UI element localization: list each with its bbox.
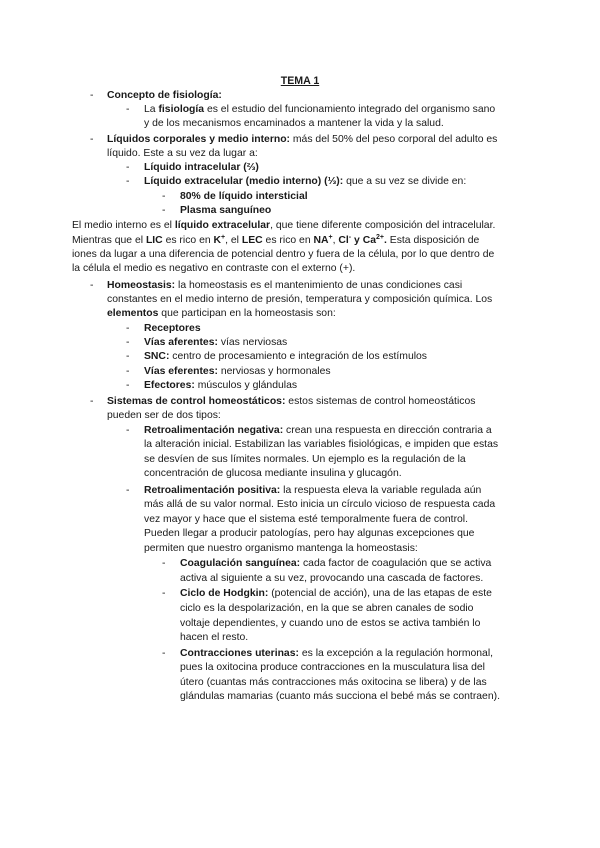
sistemas-line: Sistemas de control homeostáticos: estos sistemas de control homeostáticos (107, 396, 476, 407)
hodgkin-line: voltaje dependientes, y cuando uno de estos se activa también lo (180, 618, 481, 629)
neg-line: concentración de glucosa mediante insulina y glucagón. (144, 468, 402, 479)
list-item: Vías eferentes: nerviosas y hormonales (144, 366, 331, 377)
contracciones-line: útero (cuantas más contracciones más oxitocina se libera) y de las (180, 677, 487, 688)
contracciones-line: glándulas mamarias (cuanto más succiona el bebé más se contraen). (180, 691, 500, 702)
neg-line: Retroalimentación negativa: crean una respuesta en dirección contraria a (144, 425, 492, 436)
heading-hodgkin: Ciclo de Hodgkin: (180, 588, 269, 599)
list-item: SNC: centro de procesamiento e integración de los estímulos (144, 351, 428, 362)
heading-fisiologia: Concepto de fisiología: (107, 90, 222, 101)
item-plasma: Plasma sanguíneo (180, 205, 272, 216)
heading-liquidos: Líquidos corporales y medio interno: (107, 134, 291, 145)
bullet-dash: - (90, 396, 94, 407)
contracciones-line: pues la oxitocina produce contracciones en la musculatura lisa del (180, 662, 485, 673)
liquidos-line: Líquidos corporales y medio interno: más del 50% del peso corporal del adulto es (107, 134, 498, 145)
item-intracelular: Líquido intracelular (⅔) (144, 162, 259, 173)
pos-line: Pueden llegar a producir patologías, pero hay algunas excepciones que (144, 528, 475, 539)
definition-line: y de los mecanismos encaminados a mantener la vida y la salud. (144, 118, 444, 129)
neg-line: se desvíen de sus límites normales. Un ejemplo es la regulación de la (144, 454, 466, 465)
coag-line: Coagulación sanguínea: cada factor de coagulación que se activa (180, 558, 492, 569)
homeostasis-line: elementos que participan en la homeostasis son: (107, 308, 336, 319)
coag-line: activa al siguiente a su vez, provocando una cascada de factores. (180, 573, 484, 584)
item-extracelular: Líquido extracelular (medio interno) (⅓): que a su vez se divide en: (144, 176, 467, 187)
bullet-dash: - (90, 280, 94, 291)
pos-line: Retroalimentación positiva: la respuesta eleva la variable regulada aún (144, 485, 482, 496)
heading-contracciones: Contracciones uterinas: (180, 648, 299, 659)
heading-coagulacion: Coagulación sanguínea: (180, 558, 301, 569)
page-title: TEMA 1 (280, 75, 320, 87)
paragraph-line: iones da lugar a una diferencia de potencial dentro y fuera de la célula, por lo que dentro de (72, 249, 495, 260)
bullet-dash: - (90, 134, 94, 145)
hodgkin-line: hacen el resto. (180, 632, 249, 643)
bullet-dash: - (126, 104, 130, 115)
bullet-dash: - (126, 162, 130, 173)
item-intersticial: 80% de líquido intersticial (180, 191, 308, 202)
homeostasis-line: constantes en el medio interno de presión, temperatura y composición química. Los (107, 294, 493, 305)
liquidos-line: líquido. Este a su vez da lugar a: (107, 148, 258, 159)
bullet-dash: - (126, 380, 130, 391)
bullet-dash: - (162, 588, 166, 599)
bullet-dash: - (162, 205, 166, 216)
heading-homeostasis: Homeostasis: (107, 280, 176, 291)
hodgkin-line: Ciclo de Hodgkin: (potencial de acción), una de las etapas de este (180, 588, 492, 599)
contracciones-line: Contracciones uterinas: es la excepción a la regulación hormonal, (180, 648, 494, 659)
bullet-dash: - (162, 191, 166, 202)
bullet-dash: - (126, 485, 130, 496)
bullet-dash: - (162, 558, 166, 569)
bullet-dash: - (126, 351, 130, 362)
bullet-dash: - (162, 648, 166, 659)
paragraph-line: El medio interno es el líquido extracelular, que tiene diferente composición del intracelular. (72, 220, 496, 231)
paragraph-line: la célula el medio es negativo en contraste con el externo (+). (72, 263, 356, 274)
pos-line: vez mayor y hace que el sistema esté temporalmente fuera de control. (144, 514, 469, 525)
paragraph-line: Mientras que el LIC es rico en K+, el LEC es rico en NA+, Cl- y $Ca^{2+}$. Esta disposición de (72, 234, 480, 246)
list-item: Vías aferentes: vías nerviosas (144, 337, 288, 348)
bullet-dash: - (126, 323, 130, 334)
bullet-dash: - (126, 366, 130, 377)
neg-line: la alteración inicial. Estabilizan las variables fisiológicas, e impiden que estas (144, 439, 499, 450)
heading-retro-positiva: Retroalimentación positiva: (144, 485, 281, 496)
list-item: Efectores: músculos y glándulas (144, 380, 298, 391)
bullet-dash: - (90, 90, 94, 101)
hodgkin-line: ciclo es la despolarización, en la que se abren canales de sodio (180, 603, 474, 614)
bullet-dash: - (126, 337, 130, 348)
pos-line: más allá de su valor normal. Esto inicia un círculo vicioso de respuesta cada (144, 499, 496, 510)
definition-line: La fisiología es el estudio del funcionamiento integrado del organismo sano (144, 104, 496, 115)
list-item: Receptores (144, 323, 201, 334)
sistemas-line: pueden ser de dos tipos: (107, 410, 221, 421)
heading-retro-negativa: Retroalimentación negativa: (144, 425, 284, 436)
bullet-dash: - (126, 176, 130, 187)
pos-line: permiten que nuestro organismo mantenga la homeostasis: (144, 543, 418, 554)
heading-sistemas: Sistemas de control homeostáticos: (107, 396, 286, 407)
homeostasis-line: Homeostasis: la homeostasis es el mantenimiento de unas condiciones casi (107, 280, 463, 291)
bullet-dash: - (126, 425, 130, 436)
